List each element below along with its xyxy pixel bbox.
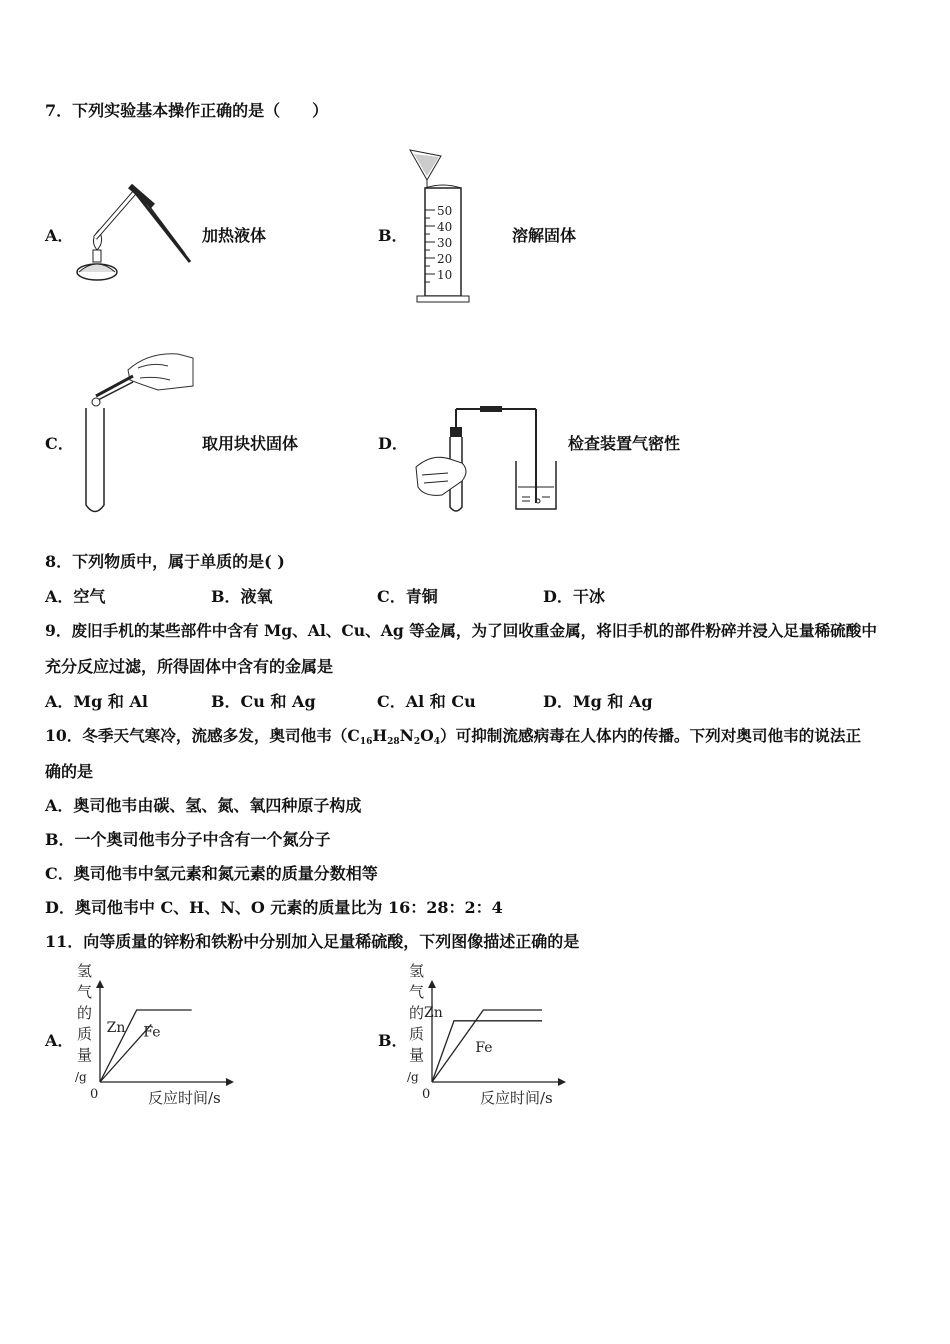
y-axis-label: 的 (77, 1004, 93, 1022)
q10-stem-pre: 10．冬季天气寒冷，流感多发，奥司他韦（C (45, 726, 360, 745)
q10-sub-o: 4 (433, 737, 440, 747)
cylinder-mark-label: 10 (437, 268, 453, 282)
q7-option-d-letter[interactable]: D． (378, 434, 408, 453)
y-axis-label: 气 (77, 983, 93, 1001)
q8-option-b[interactable]: B．液氧 (211, 587, 273, 606)
y-axis-arrow (96, 980, 104, 988)
q10-o: O (420, 726, 434, 745)
fe-label: Fe (143, 1024, 161, 1041)
q9-stem-line1: 9．废旧手机的某些部件中含有 Mg、Al、Cu、Ag 等金属，为了回收重金属，将旧手机的部件粉碎并浸入足量稀硫酸中 (45, 621, 877, 640)
zn-label: Zn (424, 1004, 443, 1021)
y-axis-label: 氢 (409, 962, 425, 980)
q7-option-a-text: 加热液体 (202, 226, 267, 245)
q9-option-b[interactable]: B．Cu 和 Ag (211, 692, 316, 711)
q10-option-a[interactable]: A．奥司他韦由碳、氢、氮、氧四种原子构成 (45, 796, 362, 815)
q7-option-b-letter[interactable]: B． (378, 226, 408, 245)
q10-h: H (372, 726, 388, 745)
y-axis-label: 质 (77, 1025, 93, 1043)
q8-option-c[interactable]: C．青铜 (377, 587, 438, 606)
q11-option-b-letter[interactable]: B． (378, 1031, 408, 1050)
q8-option-d[interactable]: D．干冰 (543, 587, 605, 606)
q7-option-d-text: 检查装置气密性 (568, 434, 681, 453)
cylinder-mark-label: 20 (437, 252, 453, 266)
q10-stem-line1 (45, 726, 861, 746)
x-axis-label: 反应时间/s (148, 1089, 221, 1107)
q7-stem: 7．下列实验基本操作正确的是（ ） (45, 101, 329, 120)
q10-sub-h: 28 (387, 737, 400, 747)
q7-option-c-letter[interactable]: C． (45, 434, 74, 453)
y-axis-label: 量 (77, 1046, 93, 1064)
cylinder-mark-label: 40 (437, 220, 453, 234)
q11-option-a-letter[interactable]: A． (45, 1031, 74, 1050)
graph-a (70, 960, 240, 1110)
y-axis-label: 量 (409, 1046, 425, 1064)
q7-option-b-text: 溶解固体 (512, 226, 577, 245)
y-axis-arrow (428, 980, 436, 988)
q9-option-d[interactable]: D．Mg 和 Ag (543, 692, 653, 711)
fe-label: Fe (475, 1040, 493, 1056)
q8-option-a[interactable]: A．空气 (45, 587, 106, 606)
q7-option-c-text: 取用块状固体 (202, 434, 299, 453)
q9-option-c[interactable]: C．Al 和 Cu (377, 692, 476, 711)
q10-sub-n: 2 (413, 737, 421, 747)
q10-option-d[interactable]: D．奥司他韦中 C、H、N、O 元素的质量比为 16：28：2：4 (45, 898, 503, 917)
q10-option-c[interactable]: C．奥司他韦中氢元素和氮元素的质量分数相等 (45, 864, 378, 883)
airtightness-check-illustration (412, 405, 562, 515)
y-axis-label: 氢 (77, 962, 93, 980)
q7-option-a-letter[interactable]: A． (45, 226, 74, 245)
block-solid-illustration (78, 350, 198, 520)
q11-stem: 11．向等质量的锌粉和铁粉中分别加入足量稀硫酸，下列图像描述正确的是 (45, 932, 580, 951)
q8-stem: 8．下列物质中，属于单质的是( ) (45, 552, 285, 571)
y-axis-label: /g (407, 1070, 419, 1084)
q9-stem-line2: 充分反应过滤，所得固体中含有的金属是 (45, 657, 334, 676)
heating-liquid-illustration (75, 180, 195, 290)
zn-label: Zn (106, 1020, 126, 1036)
q10-option-b[interactable]: B．一个奥司他韦分子中含有一个氮分子 (45, 830, 331, 849)
y-axis-label: 的 (409, 1004, 425, 1022)
x-axis-label: 反应时间/s (480, 1089, 553, 1107)
origin-label: 0 (422, 1087, 431, 1102)
origin-label: 0 (90, 1087, 99, 1102)
x-axis-arrow (226, 1078, 234, 1086)
cylinder-mark-label: 50 (437, 204, 453, 218)
y-axis-label: 质 (409, 1025, 425, 1043)
q10-stem-line2: 确的是 (45, 762, 94, 781)
y-axis-label: /g (75, 1070, 87, 1084)
q10-sub-c: 16 (359, 737, 373, 747)
cylinder-mark-label: 30 (437, 236, 453, 250)
q10-n: N (399, 726, 414, 745)
x-axis-arrow (558, 1078, 566, 1086)
q9-option-a[interactable]: A．Mg 和 Al (45, 692, 148, 711)
graduated-cylinder-illustration (405, 148, 475, 308)
y-axis-label: 气 (409, 983, 425, 1001)
graph-b (402, 960, 572, 1110)
q10-stem-post: ）可抑制流感病毒在人体内的传播。下列对奥司他韦的说法正 (440, 726, 862, 745)
